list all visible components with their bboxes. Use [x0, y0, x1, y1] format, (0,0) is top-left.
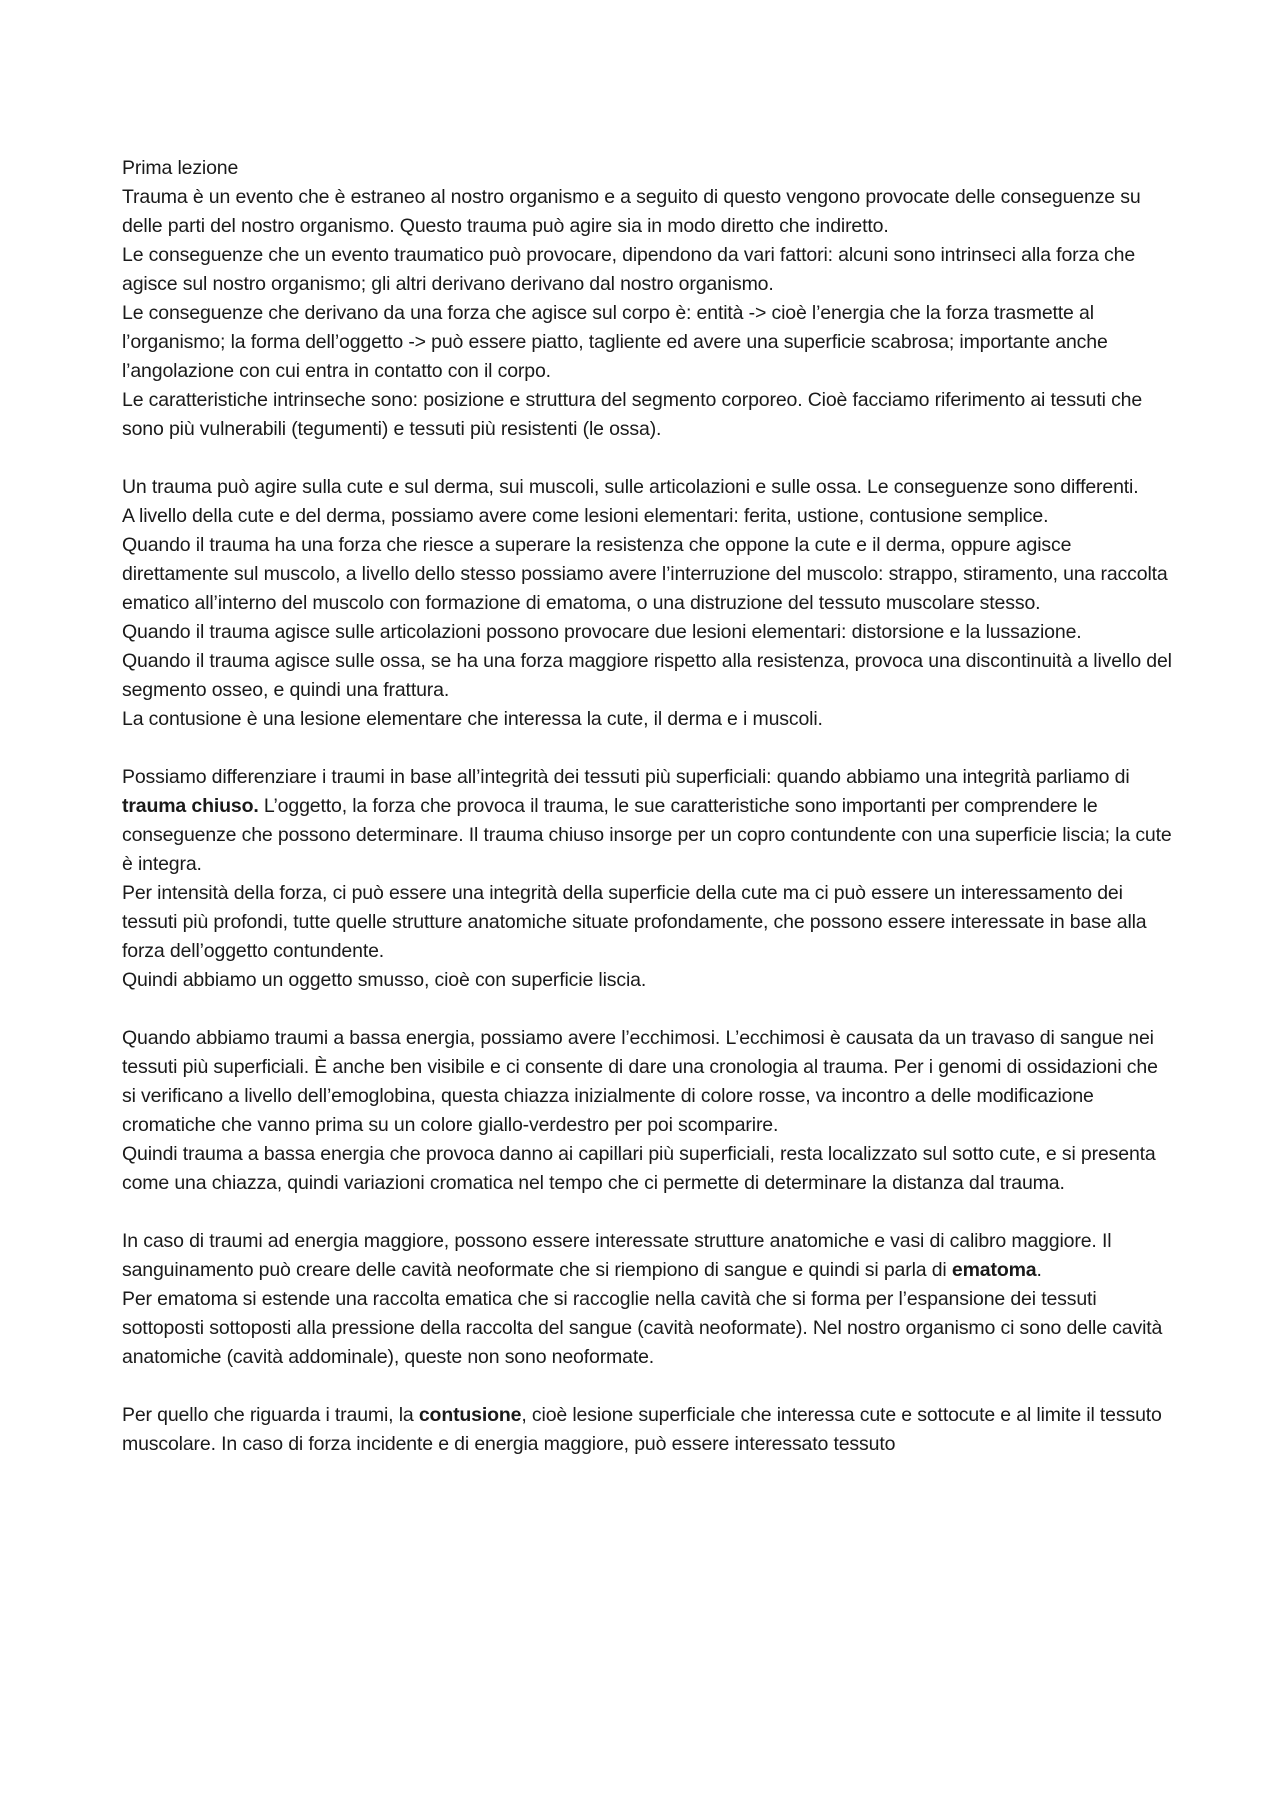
document-title: Prima lezione — [122, 157, 239, 179]
paragraph-bone-lesions: Quando il trauma agisce sulle ossa, se ha una forza maggiore rispetto alla resistenza, provoca una discontinuità a livello del segmento osseo, e quindi una frattura. — [122, 650, 1172, 701]
bold-term-contusione: contusione — [418, 1404, 522, 1426]
paragraph-gap — [122, 1198, 1172, 1227]
paragraph-force-intensity: Per intensità della forza, ci può essere una integrità della superficie della cute ma ci può essere un interessamento dei tessuti più profondi, tutte quelle strutture anatomiche situate profondamente, che possono essere interessate in base alla forza dell’oggetto contundente. — [122, 882, 1147, 962]
text-run: . — [1036, 1259, 1042, 1281]
paragraph-contusion-detail — [122, 1401, 1172, 1459]
paragraph-blunt-object: Quindi abbiamo un oggetto smusso, cioè con superficie liscia. — [122, 969, 647, 991]
paragraph-hematoma-definition: Per ematoma si estende una raccolta ematica che si raccoglie nella cavità che si forma per l’espansione dei tessuti sottoposti sottoposti alla pressione della raccolta del sangue (cavità neoformate). Nel nostro organismo ci sono delle cavità anatomiche (cavità addominale), queste non sono neoformate. — [122, 1288, 1163, 1368]
text-run: Per quello che riguarda i traumi, la — [122, 1404, 419, 1426]
text-run: In caso di traumi ad energia maggiore, possono essere interessate strutture anatomiche e vasi di calibro maggiore. Il sanguinamento può creare delle cavità neoformate che si riempiono di sangue e quindi si parla di — [122, 1230, 1112, 1281]
paragraph-force-consequences: Le conseguenze che derivano da una forza che agisce sul corpo è: entità -> cioè l’energia che la forza trasmette al l’organismo; la forma dell’oggetto -> può essere piatto, tagliente ed avere una superficie scabrosa; importante anche l’angolazione con cui entra in contatto con il corpo. — [122, 302, 1108, 382]
paragraph-low-energy-trauma: Quindi trauma a bassa energia che provoca danno ai capillari più superficiali, resta localizzato sul sotto cute, e si presenta come una chiazza, quindi variazioni cromatica nel tempo che ci permette di determinare la distanza dal trauma. — [122, 1143, 1156, 1194]
paragraph-muscle-lesions: Quando il trauma ha una forza che riesce a superare la resistenza che oppone la cute e il derma, oppure agisce direttamente sul muscolo, a livello dello stesso possiamo avere l’interruzione del muscolo: strappo, stiramento, una raccolta ematico all’interno del muscolo con formazione di ematoma, o una distruzione del tessuto muscolare stesso. — [122, 534, 1168, 614]
bold-term-trauma-chiuso: trauma chiuso. — [122, 795, 259, 817]
text-run: L’oggetto, la forza che provoca il trauma, le sue caratteristiche sono importanti per comprendere le conseguenze che possono determinare. Il trauma chiuso insorge per un copro contundente con una superficie liscia; la cute è integra. — [122, 795, 1172, 875]
document-page — [122, 154, 1172, 1459]
text-run: Possiamo differenziare i traumi in base all’integrità dei tessuti più superficiali: quando abbiamo una integrità parliamo di — [122, 766, 1130, 788]
paragraph-gap — [122, 1372, 1172, 1401]
paragraph-gap — [122, 995, 1172, 1024]
paragraph-ecchymosis: Quando abbiamo traumi a bassa energia, possiamo avere l’ecchimosi. L’ecchimosi è causata da un travaso di sangue nei tessuti più superficiali. È anche ben visibile e ci consente di dare una cronologia al trauma. Per i genomi di ossidazioni che si verificano a livello dell’emoglobina, questa chiazza inizialmente di colore rosse, va incontro a delle modificazione cromatiche che vanno prima su un colore giallo-verdestro per poi scomparire. — [122, 1027, 1158, 1136]
paragraph-gap — [122, 444, 1172, 473]
paragraph-joint-lesions: Quando il trauma agisce sulle articolazioni possono provocare due lesioni elementari: distorsione e la lussazione. — [122, 621, 1082, 643]
paragraph-trauma-targets: Un trauma può agire sulla cute e sul derma, sui muscoli, sulle articolazioni e sulle ossa. Le conseguenze sono differenti. — [122, 476, 1139, 498]
paragraph-consequences-factors: Le conseguenze che un evento traumatico può provocare, dipendono da vari fattori: alcuni sono intrinseci alla forza che agisce sul nostro organismo; gli altri derivano derivano dal nostro organismo. — [122, 244, 1136, 295]
paragraph-intrinsic-characteristics: Le caratteristiche intrinseche sono: posizione e struttura del segmento corporeo. Cioè facciamo riferimento ai tessuti che sono più vulnerabili (tegumenti) e tessuti più resistenti (le ossa). — [122, 389, 1143, 440]
paragraph-hematoma-intro — [122, 1227, 1172, 1285]
paragraph-closed-trauma — [122, 763, 1172, 879]
paragraph-skin-lesions: A livello della cute e del derma, possiamo avere come lesioni elementari: ferita, ustione, contusione semplice. — [122, 505, 1049, 527]
paragraph-trauma-definition: Trauma è un evento che è estraneo al nostro organismo e a seguito di questo vengono provocate delle conseguenze su delle parti del nostro organismo. Questo trauma può agire sia in modo diretto che indiretto. — [122, 186, 1141, 237]
paragraph-contusion-definition: La contusione è una lesione elementare che interessa la cute, il derma e i muscoli. — [122, 708, 823, 730]
bold-term-ematoma: ematoma — [951, 1259, 1037, 1281]
paragraph-gap — [122, 734, 1172, 763]
text-run: , cioè lesione superficiale che interessa cute e sottocute e al limite il tessuto muscolare. In caso di forza incidente e di energia maggiore, può essere interessato tessuto — [122, 1404, 1162, 1455]
